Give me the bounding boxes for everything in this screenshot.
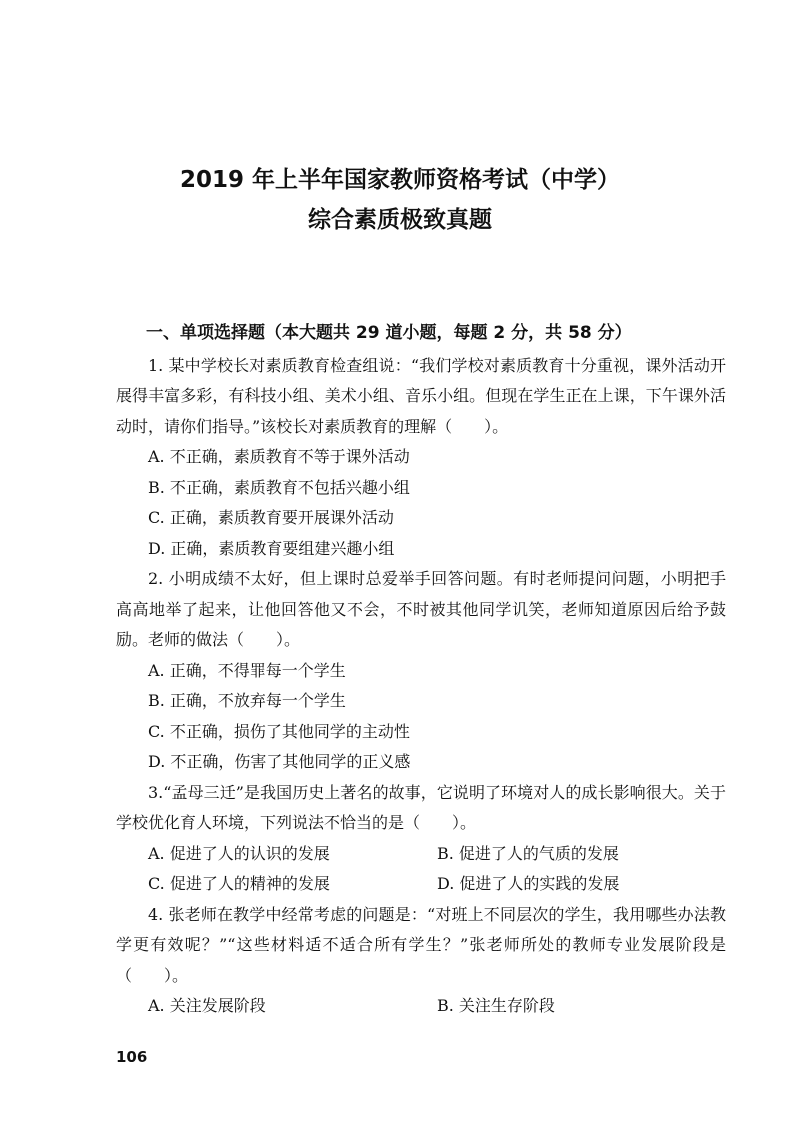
question-3 [116, 778, 726, 900]
question-stem: 1. 某中学校长对素质教育检查组说：“我们学校对素质教育十分重视，课外活动开展得丰富多彩，有科技小组、美术小组、音乐小组。但现在学生正在上课，下午课外活动时，请你们指导。”该校长对素质教育的理解（ ）。 [116, 355, 726, 436]
question-stem: 2. 小明成绩不太好，但上课时总爱举手回答问题。有时老师提问问题，小明把手高高地举了起来，让他回答他又不会，不时被其他同学讥笑，老师知道原因后给予鼓励。老师的做法（ ）。 [116, 569, 726, 649]
options-row [116, 839, 726, 870]
options-row [116, 991, 726, 1022]
question-4 [116, 900, 726, 1022]
title-line-1: 2019 年上半年国家教师资格考试（中学） [179, 167, 621, 193]
option-c: C. 不正确，损伤了其他同学的主动性 [148, 721, 410, 741]
section-heading: 一、单项选择题（本大题共 29 道小题，每题 2 分，共 58 分） [146, 323, 632, 343]
question-stem: 4. 张老师在教学中经常考虑的问题是：“对班上不同层次的学生，我用哪些办法教学更有效呢？”“这些材料适不适合所有学生？”张老师所处的教师专业发展阶段是（ ）。 [116, 904, 726, 985]
question-2 [116, 564, 726, 778]
question-stem: 3.“孟母三迁”是我国历史上著名的故事，它说明了环境对人的成长影响很大。关于学校优化育人环境，下列说法不恰当的是（ ）。 [116, 782, 726, 832]
title-line-2: 综合素质极致真题 [308, 207, 492, 233]
option-b: B. 正确，不放弃每一个学生 [148, 691, 346, 710]
document-title [0, 160, 800, 240]
question-1 [116, 351, 726, 565]
option-a: A. 促进了人的认识的发展 [148, 843, 330, 863]
page-number: 106 [116, 1048, 148, 1066]
option-a: A. 不正确，素质教育不等于课外活动 [148, 447, 410, 466]
option-d: D. 不正确，伤害了其他同学的正义感 [148, 752, 411, 771]
option-b: B. 关注生存阶段 [437, 996, 555, 1015]
option-b: B. 促进了人的气质的发展 [437, 843, 619, 863]
option-c: C. 正确，素质教育要开展课外活动 [148, 508, 394, 527]
option-a: A. 正确，不得罪每一个学生 [148, 660, 346, 680]
option-c: C. 促进了人的精神的发展 [148, 874, 330, 893]
option-a: A. 关注发展阶段 [148, 996, 266, 1015]
option-b: B. 不正确，素质教育不包括兴趣小组 [148, 477, 410, 497]
option-d: D. 促进了人的实践的发展 [437, 874, 620, 893]
options-row [116, 869, 726, 900]
option-d: D. 正确，素质教育要组建兴趣小组 [148, 538, 395, 558]
questions-content [116, 318, 726, 1022]
